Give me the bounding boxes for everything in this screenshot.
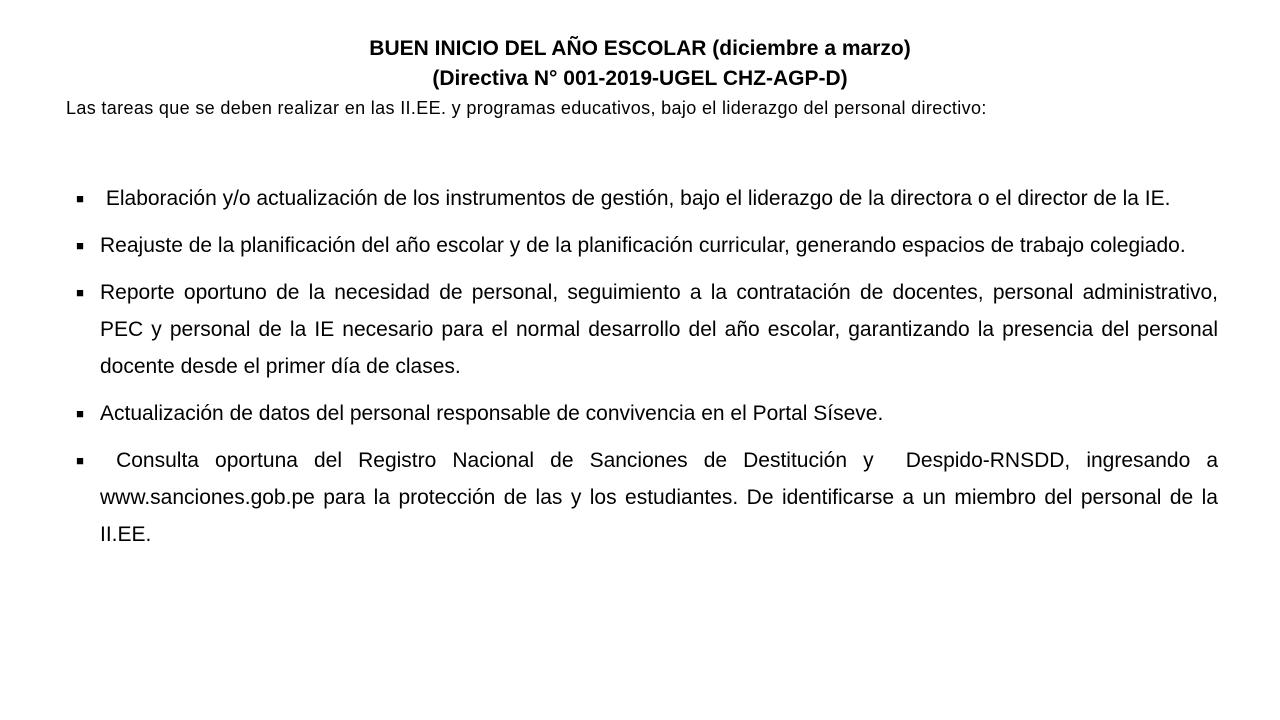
- list-item: [70, 274, 1218, 385]
- slide-title: [0, 34, 1280, 94]
- square-bullet-icon: ■: [76, 191, 84, 206]
- list-item: [70, 395, 1218, 432]
- list-item-text: Elaboración y/o actualización de los instrumentos de gestión, bajo el liderazgo de la directora o el director de la IE.: [100, 187, 1171, 210]
- list-item: [70, 180, 1218, 217]
- title-line-1: BUEN INICIO DEL AÑO ESCOLAR (diciembre a marzo): [369, 37, 911, 60]
- list-item-text: Reporte oportuno de la necesidad de personal, seguimiento a la contratación de docentes, personal administrativo, PEC y personal de la IE necesario para el normal desarrollo del año escolar, garantizando la presencia del personal docente desde el primer día de clases.: [100, 281, 1218, 378]
- intro-paragraph: Las tareas que se deben realizar en las II.EE. y programas educativos, bajo el liderazgo del personal directivo:: [66, 98, 987, 118]
- square-bullet-icon: ■: [76, 406, 84, 421]
- square-bullet-icon: ■: [76, 453, 84, 468]
- list-item-text: Actualización de datos del personal responsable de convivencia en el Portal Síseve.: [100, 402, 884, 425]
- list-item: [70, 442, 1224, 553]
- title-line-2: (Directiva N° 001-2019-UGEL CHZ-AGP-D): [432, 67, 848, 90]
- list-item: [70, 227, 1218, 264]
- square-bullet-icon: ■: [76, 285, 84, 300]
- list-item-text: Consulta oportuna del Registro Nacional de Sanciones de Destitución y Despido-RNSDD, ingresando a www.sanciones.gob.pe para la protección de las y los estudiantes. De identificarse a un miembro del personal de la II.EE.: [100, 449, 1224, 546]
- task-list: [70, 180, 1224, 563]
- list-item-text: Reajuste de la planificación del año escolar y de la planificación curricular, generando espacios de trabajo colegiado.: [100, 234, 1186, 257]
- square-bullet-icon: ■: [76, 238, 84, 253]
